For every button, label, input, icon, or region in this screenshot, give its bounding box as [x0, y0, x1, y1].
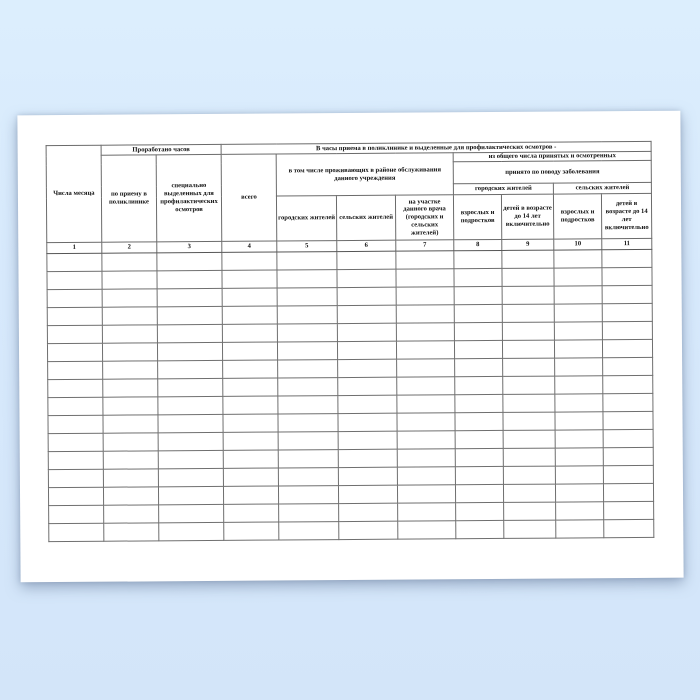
- empty-cell: [555, 394, 603, 412]
- empty-cell: [277, 270, 337, 288]
- empty-cell: [158, 396, 223, 414]
- empty-cell: [503, 466, 555, 484]
- empty-cell: [397, 413, 455, 431]
- empty-cell: [102, 343, 157, 361]
- empty-cell: [338, 467, 397, 485]
- empty-cell: [455, 466, 503, 484]
- empty-cell: [278, 432, 338, 450]
- empty-cell: [338, 377, 397, 395]
- empty-cell: [555, 430, 603, 448]
- empty-cell: [277, 306, 337, 324]
- empty-cell: [502, 286, 554, 304]
- empty-cell: [555, 358, 603, 376]
- header-doctor-precinct: на участке данного врача (городских и сельских жителей): [395, 195, 453, 240]
- column-number: 1: [47, 242, 102, 253]
- empty-cell: [222, 324, 277, 342]
- empty-cell: [157, 252, 222, 270]
- empty-cell: [503, 358, 555, 376]
- empty-cell: [603, 357, 653, 375]
- empty-cell: [48, 433, 103, 451]
- empty-cell: [396, 341, 454, 359]
- column-number: 6: [337, 240, 396, 251]
- column-number: 11: [602, 238, 652, 249]
- empty-cell: [455, 412, 503, 430]
- empty-cell: [278, 414, 338, 432]
- empty-cell: [339, 521, 398, 539]
- empty-cell: [278, 450, 338, 468]
- header-of-total-received: из общего числа принятых и осмотренных: [453, 151, 651, 161]
- empty-cell: [47, 253, 102, 271]
- header-children-14-rural: детей в возрасте до 14 лет включительно: [601, 193, 651, 238]
- column-number: 7: [396, 240, 454, 251]
- empty-cell: [502, 322, 554, 340]
- empty-cell: [159, 504, 224, 522]
- empty-cell: [454, 340, 502, 358]
- empty-cell: [103, 415, 158, 433]
- header-residing-in-area: в том числе проживающих в районе обслуживания данного учреждения: [276, 153, 453, 196]
- empty-cell: [47, 289, 102, 307]
- empty-cell: [48, 415, 103, 433]
- header-total: всего: [221, 154, 277, 241]
- empty-cell: [602, 339, 652, 357]
- empty-cell: [339, 503, 398, 521]
- empty-cell: [103, 433, 158, 451]
- header-days-of-month: Числа месяца: [46, 145, 102, 242]
- empty-cell: [338, 395, 397, 413]
- empty-cell: [223, 450, 278, 468]
- empty-cell: [337, 323, 396, 341]
- empty-cell: [603, 429, 653, 447]
- empty-cell: [157, 270, 222, 288]
- empty-cell: [223, 378, 278, 396]
- column-number: 5: [277, 241, 337, 252]
- empty-cell: [222, 270, 277, 288]
- empty-cell: [157, 306, 222, 324]
- empty-cell: [503, 394, 555, 412]
- empty-cell: [555, 484, 603, 502]
- empty-cell: [277, 288, 337, 306]
- paper-sheet: [17, 111, 683, 583]
- empty-cell: [398, 503, 456, 521]
- empty-cell: [222, 342, 277, 360]
- empty-cell: [556, 502, 604, 520]
- header-specially-allocated: специально выделенных для профилактических осмотров: [156, 154, 222, 241]
- empty-cell: [454, 304, 502, 322]
- header-urban-residents: городских жителей: [276, 196, 336, 241]
- empty-cell: [454, 250, 502, 268]
- header-children-14-urban: детей в возрасте до 14 лет включительно: [501, 194, 553, 239]
- empty-cell: [278, 360, 338, 378]
- empty-cell: [397, 359, 455, 377]
- empty-cell: [223, 486, 278, 504]
- empty-cell: [602, 267, 652, 285]
- empty-cell: [279, 504, 339, 522]
- empty-cell: [602, 321, 652, 339]
- header-adults-teens-rural: взрослых и подростков: [553, 194, 601, 239]
- empty-cell: [338, 359, 397, 377]
- empty-cell: [602, 303, 652, 321]
- column-number: 3: [157, 241, 222, 252]
- empty-cell: [554, 268, 602, 286]
- empty-cell: [397, 485, 455, 503]
- empty-cell: [102, 307, 157, 325]
- empty-cell: [279, 522, 339, 540]
- empty-cell: [396, 323, 454, 341]
- empty-cell: [223, 432, 278, 450]
- empty-cell: [503, 448, 555, 466]
- empty-cell: [48, 469, 103, 487]
- empty-cell: [104, 505, 159, 523]
- empty-cell: [603, 447, 653, 465]
- empty-cell: [554, 304, 602, 322]
- empty-cell: [602, 285, 652, 303]
- empty-cell: [603, 393, 653, 411]
- empty-cell: [456, 520, 504, 538]
- empty-cell: [102, 289, 157, 307]
- column-number: 9: [502, 239, 554, 250]
- empty-cell: [102, 325, 157, 343]
- empty-cell: [158, 414, 223, 432]
- empty-cell: [397, 467, 455, 485]
- empty-cell: [337, 269, 396, 287]
- empty-cell: [158, 432, 223, 450]
- empty-cell: [455, 376, 503, 394]
- table-body: [47, 249, 654, 541]
- header-by-reception: по приему в поликлинике: [101, 155, 157, 242]
- header-rural-residents-right: сельских жителей: [553, 182, 651, 194]
- empty-cell: [48, 451, 103, 469]
- column-number: 8: [454, 239, 502, 250]
- header-adults-teens-urban: взрослых и подростков: [453, 194, 501, 239]
- empty-cell: [555, 466, 603, 484]
- empty-cell: [554, 250, 602, 268]
- header-urban-residents-right: городских жителей: [453, 183, 553, 195]
- empty-cell: [224, 504, 279, 522]
- empty-cell: [554, 286, 602, 304]
- empty-cell: [603, 483, 653, 501]
- empty-cell: [604, 519, 654, 537]
- empty-cell: [103, 397, 158, 415]
- header-reception-hours-span: В часы приема в поликлинике и выделенные для профилактических осмотров -: [221, 141, 651, 154]
- empty-cell: [222, 306, 277, 324]
- empty-cell: [48, 397, 103, 415]
- empty-cell: [224, 522, 279, 540]
- empty-cell: [49, 505, 104, 523]
- empty-cell: [504, 520, 556, 538]
- empty-cell: [397, 431, 455, 449]
- column-number: 4: [222, 241, 277, 252]
- empty-cell: [603, 465, 653, 483]
- empty-cell: [158, 360, 223, 378]
- header-rural-residents: сельских жителей: [336, 195, 395, 240]
- empty-cell: [223, 468, 278, 486]
- empty-cell: [554, 340, 602, 358]
- empty-cell: [223, 414, 278, 432]
- empty-cell: [337, 305, 396, 323]
- empty-cell: [603, 411, 653, 429]
- empty-cell: [103, 379, 158, 397]
- empty-cell: [502, 268, 554, 286]
- empty-cell: [455, 484, 503, 502]
- empty-cell: [454, 268, 502, 286]
- empty-cell: [455, 358, 503, 376]
- column-number: 2: [102, 242, 157, 253]
- empty-cell: [103, 469, 158, 487]
- empty-cell: [103, 487, 158, 505]
- empty-cell: [48, 379, 103, 397]
- empty-cell: [102, 271, 157, 289]
- empty-cell: [47, 307, 102, 325]
- empty-cell: [602, 249, 652, 267]
- empty-cell: [555, 448, 603, 466]
- empty-cell: [502, 304, 554, 322]
- column-number: 10: [554, 239, 602, 250]
- empty-cell: [278, 486, 338, 504]
- empty-cell: [397, 449, 455, 467]
- header-for-disease: принято по поводу заболевания: [453, 160, 651, 183]
- empty-cell: [396, 251, 454, 269]
- empty-cell: [47, 271, 102, 289]
- empty-cell: [223, 360, 278, 378]
- empty-cell: [503, 376, 555, 394]
- header-worked-hours: Проработано часов: [101, 144, 221, 155]
- empty-cell: [503, 412, 555, 430]
- empty-cell: [103, 451, 158, 469]
- empty-cell: [48, 487, 103, 505]
- empty-cell: [338, 485, 397, 503]
- empty-cell: [502, 250, 554, 268]
- empty-cell: [338, 413, 397, 431]
- empty-cell: [397, 377, 455, 395]
- empty-cell: [157, 342, 222, 360]
- empty-cell: [456, 502, 504, 520]
- empty-cell: [158, 450, 223, 468]
- empty-cell: [278, 396, 338, 414]
- empty-cell: [397, 395, 455, 413]
- empty-cell: [337, 251, 396, 269]
- empty-cell: [278, 378, 338, 396]
- empty-cell: [157, 288, 222, 306]
- empty-cell: [396, 287, 454, 305]
- empty-cell: [603, 375, 653, 393]
- empty-cell: [337, 341, 396, 359]
- empty-cell: [454, 286, 502, 304]
- empty-cell: [338, 449, 397, 467]
- empty-cell: [455, 430, 503, 448]
- empty-cell: [158, 468, 223, 486]
- empty-cell: [223, 396, 278, 414]
- empty-cell: [555, 412, 603, 430]
- empty-cell: [556, 520, 604, 538]
- statistics-form-table: [46, 141, 655, 542]
- empty-cell: [47, 325, 102, 343]
- empty-cell: [396, 305, 454, 323]
- empty-cell: [49, 523, 104, 541]
- table-row: [49, 519, 654, 541]
- empty-cell: [159, 522, 224, 540]
- empty-cell: [104, 523, 159, 541]
- empty-cell: [277, 252, 337, 270]
- empty-cell: [398, 521, 456, 539]
- empty-cell: [103, 361, 158, 379]
- empty-cell: [47, 343, 102, 361]
- empty-cell: [455, 394, 503, 412]
- empty-cell: [396, 269, 454, 287]
- empty-cell: [337, 287, 396, 305]
- empty-cell: [158, 378, 223, 396]
- empty-cell: [158, 486, 223, 504]
- empty-cell: [503, 430, 555, 448]
- empty-cell: [555, 376, 603, 394]
- empty-cell: [48, 361, 103, 379]
- empty-cell: [604, 501, 654, 519]
- empty-cell: [554, 322, 602, 340]
- empty-cell: [157, 324, 222, 342]
- empty-cell: [222, 252, 277, 270]
- empty-cell: [277, 342, 337, 360]
- empty-cell: [102, 253, 157, 271]
- empty-cell: [455, 448, 503, 466]
- empty-cell: [504, 502, 556, 520]
- empty-cell: [503, 484, 555, 502]
- empty-cell: [222, 288, 277, 306]
- empty-cell: [338, 431, 397, 449]
- empty-cell: [454, 322, 502, 340]
- empty-cell: [277, 324, 337, 342]
- empty-cell: [278, 468, 338, 486]
- empty-cell: [502, 340, 554, 358]
